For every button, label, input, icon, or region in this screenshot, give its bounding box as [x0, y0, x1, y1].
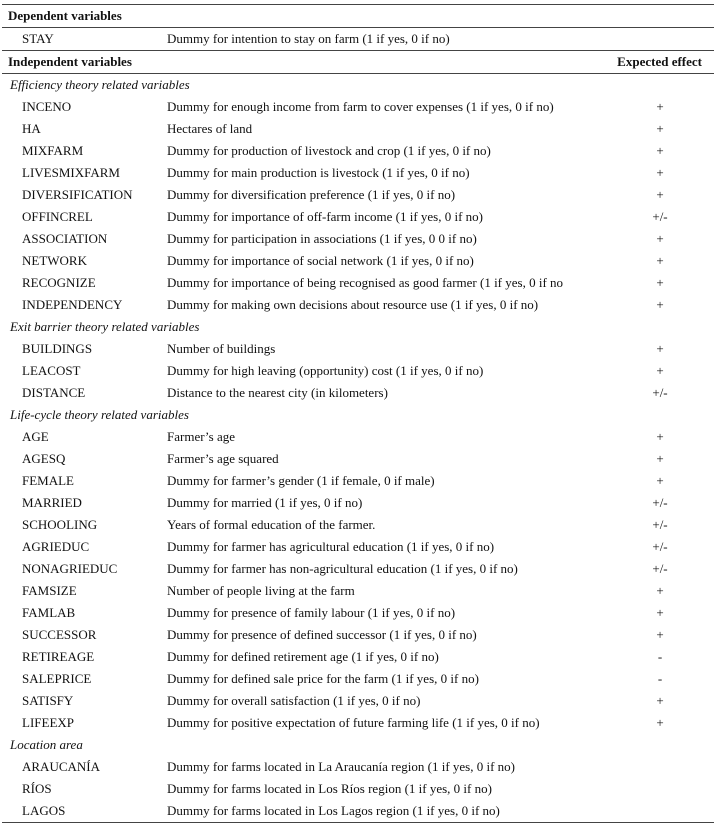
variable-description: Number of people living at the farm — [167, 583, 355, 598]
dependent-variables-title: Dependent variables — [8, 8, 122, 23]
expected-effect: + — [656, 429, 664, 444]
table-row — [2, 602, 714, 624]
expected-effect: + — [656, 143, 664, 158]
expected-effect: +/- — [652, 539, 668, 554]
variable-description: Dummy for overall satisfaction (1 if yes, 0 if no) — [167, 693, 421, 708]
expected-effect-header: Expected effect — [617, 54, 702, 69]
group-heading-exit-barrier — [2, 316, 714, 338]
variable-description: Years of formal education of the farmer. — [167, 517, 376, 532]
variable-description: Dummy for participation in associations (1 if yes, 0 0 if no) — [167, 231, 477, 246]
expected-effect: +/- — [652, 209, 668, 224]
table-row — [2, 580, 714, 602]
variable-description: Dummy for farms located in Los Ríos region (1 if yes, 0 if no) — [167, 781, 492, 796]
variable-name: SCHOOLING — [22, 517, 98, 532]
variable-name: AGRIEDUC — [22, 539, 90, 554]
variable-description: Dummy for importance of being recognised as good farmer (1 if yes, 0 if no — [167, 275, 564, 290]
group-body-exit-barrier — [2, 338, 714, 404]
variable-name: RETIREAGE — [22, 649, 95, 664]
variable-name: FEMALE — [22, 473, 74, 488]
table-row — [2, 668, 714, 690]
table-row — [2, 558, 714, 580]
variable-description: Dummy for importance of social network (1 if yes, 0 if no) — [167, 253, 474, 268]
expected-effect: - — [657, 649, 663, 664]
expected-effect: +/- — [652, 495, 668, 510]
variable-name: SATISFY — [22, 693, 74, 708]
variable-name: LEACOST — [22, 363, 81, 378]
group-title-exit-barrier: Exit barrier theory related variables — [10, 319, 200, 334]
table-row — [2, 228, 714, 250]
group-title-efficiency: Efficiency theory related variables — [10, 77, 190, 92]
table-row — [2, 162, 714, 184]
expected-effect: + — [656, 121, 664, 136]
variable-name: SALEPRICE — [22, 671, 92, 686]
variable-description: Dummy for farmer’s gender (1 if female, 0 if male) — [167, 473, 435, 488]
variable-name: HA — [22, 121, 41, 136]
table-row — [2, 470, 714, 492]
variable-description: Farmer’s age squared — [167, 451, 279, 466]
variable-description: Farmer’s age — [167, 429, 235, 444]
variable-description: Dummy for defined retirement age (1 if yes, 0 if no) — [167, 649, 439, 664]
expected-effect: + — [656, 715, 664, 730]
variable-description: Dummy for high leaving (opportunity) cost (1 if yes, 0 if no) — [167, 363, 484, 378]
group-title-location: Location area — [10, 737, 83, 752]
table-row — [2, 28, 714, 50]
variable-name: STAY — [22, 31, 54, 46]
variable-description: Dummy for enough income from farm to cover expenses (1 if yes, 0 if no) — [167, 99, 554, 114]
variable-description: Dummy for presence of family labour (1 if yes, 0 if no) — [167, 605, 456, 620]
variable-name: OFFINCREL — [22, 209, 93, 224]
expected-effect: + — [656, 473, 664, 488]
variable-description: Dummy for farms located in La Araucanía region (1 if yes, 0 if no) — [167, 759, 515, 774]
variables-table — [2, 4, 714, 823]
table-row — [2, 646, 714, 668]
variable-description: Dummy for positive expectation of future farming life (1 if yes, 0 if no) — [167, 715, 540, 730]
table-row — [2, 778, 714, 800]
variable-name: SUCCESSOR — [22, 627, 97, 642]
group-body-life-cycle — [2, 426, 714, 734]
table-row — [2, 360, 714, 382]
variable-name: DIVERSIFICATION — [22, 187, 133, 202]
variable-name: NONAGRIEDUC — [22, 561, 118, 576]
variable-description: Hectares of land — [167, 121, 253, 136]
group-heading-life-cycle — [2, 404, 714, 426]
group-body-efficiency — [2, 96, 714, 316]
table-row — [2, 140, 714, 162]
expected-effect: + — [656, 363, 664, 378]
variable-name: LAGOS — [22, 803, 66, 818]
table-row — [2, 206, 714, 228]
expected-effect: +/- — [652, 561, 668, 576]
variable-name: ARAUCANÍA — [22, 759, 100, 774]
table-row — [2, 294, 714, 316]
variable-name: NETWORK — [22, 253, 87, 268]
variable-description: Dummy for farmer has agricultural education (1 if yes, 0 if no) — [167, 539, 495, 554]
variable-name: FAMLAB — [22, 605, 76, 620]
variable-description: Dummy for diversification preference (1 if yes, 0 if no) — [167, 187, 456, 202]
variable-name: FAMSIZE — [22, 583, 77, 598]
variable-description: Dummy for main production is livestock (1 if yes, 0 if no) — [167, 165, 470, 180]
expected-effect: + — [656, 99, 664, 114]
expected-effect: - — [657, 671, 663, 686]
expected-effect: + — [656, 231, 664, 246]
expected-effect: + — [656, 583, 664, 598]
group-heading-location — [2, 734, 714, 756]
variable-description: Dummy for farms located in Los Lagos region (1 if yes, 0 if no) — [167, 803, 500, 818]
table-row — [2, 756, 714, 778]
group-heading-efficiency — [2, 74, 714, 96]
variable-description: Number of buildings — [167, 341, 276, 356]
variable-name: LIVESMIXFARM — [22, 165, 120, 180]
table-row — [2, 184, 714, 206]
table-row — [2, 514, 714, 536]
independent-variables-header — [2, 50, 714, 74]
variable-name: MIXFARM — [22, 143, 84, 158]
expected-effect: + — [656, 605, 664, 620]
table-row — [2, 338, 714, 360]
expected-effect: + — [656, 253, 664, 268]
table-row — [2, 96, 714, 118]
table-row — [2, 382, 714, 404]
expected-effect: + — [656, 275, 664, 290]
table-row — [2, 250, 714, 272]
variable-description: Dummy for farmer has non-agricultural education (1 if yes, 0 if no) — [167, 561, 518, 576]
variable-description: Dummy for importance of off-farm income (1 if yes, 0 if no) — [167, 209, 483, 224]
expected-effect: + — [656, 693, 664, 708]
table-row — [2, 690, 714, 712]
expected-effect: + — [656, 297, 664, 312]
table-row — [2, 492, 714, 514]
dependent-variables-body — [2, 28, 714, 50]
variable-name: AGESQ — [22, 451, 66, 466]
variable-name: ASSOCIATION — [22, 231, 108, 246]
variable-description: Dummy for defined sale price for the farm (1 if yes, 0 if no) — [167, 671, 479, 686]
variable-name: MARRIED — [22, 495, 82, 510]
table-row — [2, 272, 714, 294]
expected-effect: + — [656, 451, 664, 466]
group-body-location — [2, 756, 714, 823]
expected-effect: + — [656, 187, 664, 202]
table-row — [2, 536, 714, 558]
variable-description: Dummy for presence of defined successor (1 if yes, 0 if no) — [167, 627, 477, 642]
variable-name: DISTANCE — [22, 385, 86, 400]
variable-name: RÍOS — [22, 781, 52, 796]
table-row — [2, 118, 714, 140]
independent-variables-title: Independent variables — [8, 54, 132, 69]
variable-description: Distance to the nearest city (in kilometers) — [167, 385, 388, 400]
group-title-life-cycle: Life-cycle theory related variables — [10, 407, 189, 422]
expected-effect: +/- — [652, 385, 668, 400]
table-row — [2, 448, 714, 470]
table-row — [2, 624, 714, 646]
expected-effect: + — [656, 627, 664, 642]
variable-name: INCENO — [22, 99, 72, 114]
variable-description: Dummy for intention to stay on farm (1 if yes, 0 if no) — [167, 31, 450, 46]
variable-description: Dummy for production of livestock and crop (1 if yes, 0 if no) — [167, 143, 491, 158]
variable-name: INDEPENDENCY — [22, 297, 123, 312]
expected-effect: + — [656, 341, 664, 356]
variable-name: RECOGNIZE — [22, 275, 96, 290]
variable-name: AGE — [22, 429, 49, 444]
table-row — [2, 712, 714, 734]
dependent-variables-header — [2, 5, 714, 28]
variable-name: LIFEEXP — [22, 715, 74, 730]
variable-description: Dummy for married (1 if yes, 0 if no) — [167, 495, 363, 510]
variable-name: BUILDINGS — [22, 341, 93, 356]
table-row — [2, 426, 714, 448]
table-row — [2, 800, 714, 822]
expected-effect: +/- — [652, 517, 668, 532]
expected-effect: + — [656, 165, 664, 180]
variable-description: Dummy for making own decisions about resource use (1 if yes, 0 if no) — [167, 297, 539, 312]
